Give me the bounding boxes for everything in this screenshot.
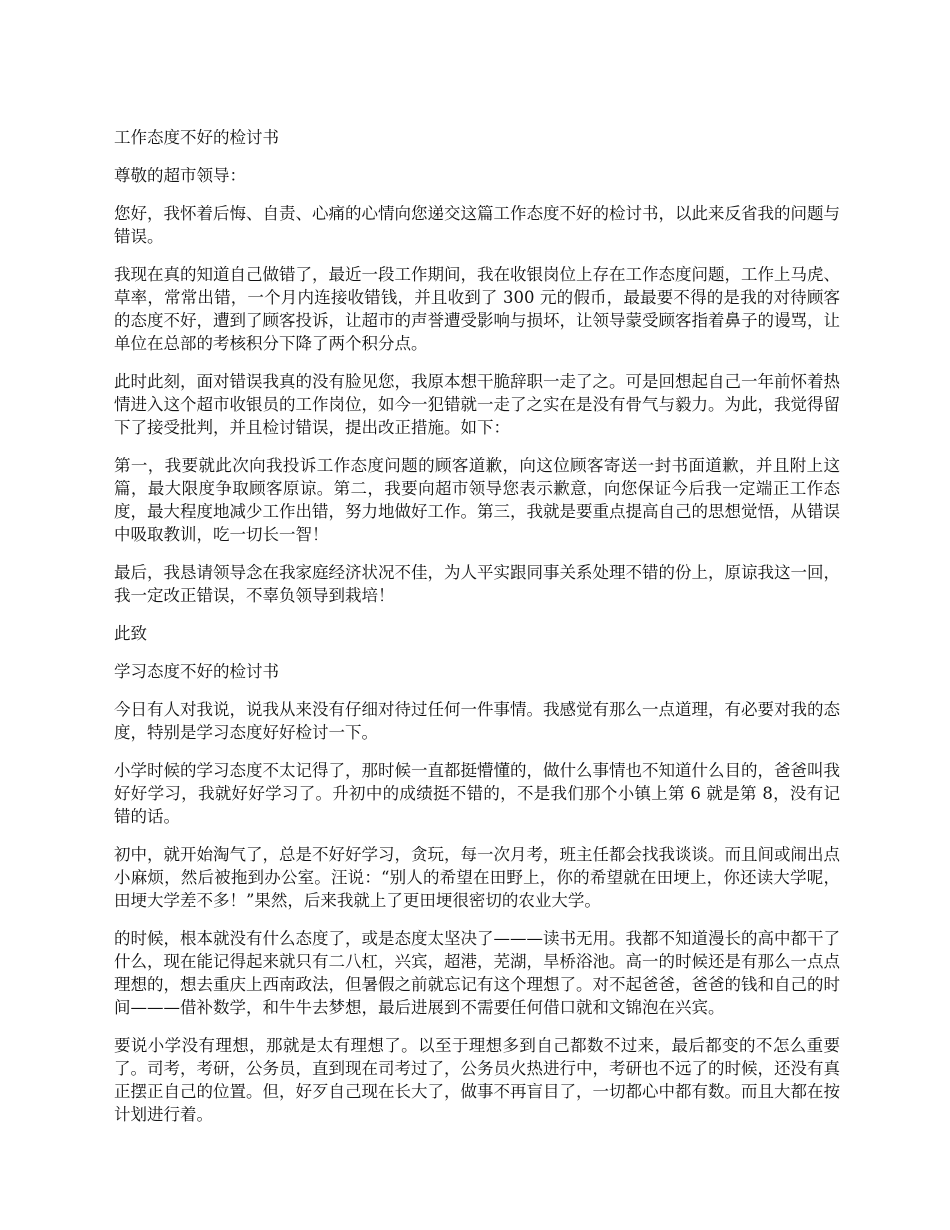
document-page xyxy=(114,126,840,1141)
closing: 此致 xyxy=(114,624,147,643)
paragraph-mistakes: 我现在真的知道自己做错了，最近一段工作期间，我在收银岗位上存在工作态度问题，工作上马虎、草率，常常出错，一个月内连接收错钱，并且收到了 300 元的假币，最最要不得的是我的对待顾客的态度不好，遭到了顾客投诉，让超市的声誉遭受影响与损坏，让领导蒙受顾客指着鼻子的谩骂，让单位在总部的考核积分下降了两个积分点。 xyxy=(114,265,840,353)
paragraph-intro: 您好，我怀着后悔、自责、心痛的心情向您递交这篇工作态度不好的检讨书，以此来反省我的问题与错误。 xyxy=(114,204,840,246)
document-title-work: 工作态度不好的检讨书 xyxy=(114,128,279,147)
salutation: 尊敬的超市领导： xyxy=(114,166,246,185)
paragraph-study-intro: 今日有人对我说，说我从来没有仔细对待过任何一件事情。我感觉有那么一点道理，有必要对我的态度，特别是学习态度好好检讨一下。 xyxy=(114,700,840,742)
paragraph-primary-school: 小学时候的学习态度不太记得了，那时候一直都挺懵懂的，做什么事情也不知道什么目的，爸爸叫我好好学习，我就好好学习了。升初中的成绩挺不错的，不是我们那个小镇上第 6 就是第 8，没有记错的话。 xyxy=(114,761,840,826)
paragraph-high-school: 的时候，根本就没有什么态度了，或是态度太坚决了———读书无用。我都不知道漫长的高中都干了什么，现在能记得起来就只有二八杠，兴宾，超港，芜湖，旱桥浴池。高一的时候还是有那么一点点理想的，想去重庆上西南政法，但暑假之前就忘记有这个理想了。对不起爸爸，爸爸的钱和自己的时间———借补数学，和牛牛去梦想，最后进展到不需要任何借口就和文锦泡在兴宾。 xyxy=(114,929,840,1017)
paragraph-middle-school: 初中，就开始淘气了，总是不好好学习，贪玩，每一次月考，班主任都会找我谈谈。而且间或闹出点小麻烦，然后被拖到办公室。汪说：“别人的希望在田野上，你的希望就在田埂上，你还读大学呢，田埂大学差不多！”果然，后来我就上了更田埂很密切的农业大学。 xyxy=(114,845,840,910)
paragraph-ideals: 要说小学没有理想，那就是太有理想了。以至于理想多到自己都数不过来，最后都变的不怎么重要了。司考，考研，公务员，直到现在司考过了，公务员火热进行中，考研也不远了的时候，还没有真正摆正自己的位置。但，好歹自己现在长大了，做事不再盲目了，一切都心中都有数。而且大都在按计划进行着。 xyxy=(114,1036,840,1124)
paragraph-measures: 第一，我要就此次向我投诉工作态度问题的顾客道歉，向这位顾客寄送一封书面道歉，并且附上这篇，最大限度争取顾客原谅。第二，我要向超市领导您表示歉意，向您保证今后我一定端正工作态度，最大程度地减少工作出错，努力地做好工作。第三，我就是要重点提高自己的思想觉悟，从错误中吸取教训，吃一切长一智！ xyxy=(114,456,840,544)
paragraph-reflection: 此时此刻，面对错误我真的没有脸见您，我原本想干脆辞职一走了之。可是回想起自己一年前怀着热情进入这个超市收银员的工作岗位，如今一犯错就一走了之实在是没有骨气与毅力。为此，我觉得留下了接受批判，并且检讨错误，提出改正措施。如下： xyxy=(114,372,840,437)
document-title-study: 学习态度不好的检讨书 xyxy=(114,662,279,681)
paragraph-request: 最后，我恳请领导念在我家庭经济状况不佳，为人平实跟同事关系处理不错的份上，原谅我这一回，我一定改正错误，不辜负领导到栽培！ xyxy=(114,563,840,605)
